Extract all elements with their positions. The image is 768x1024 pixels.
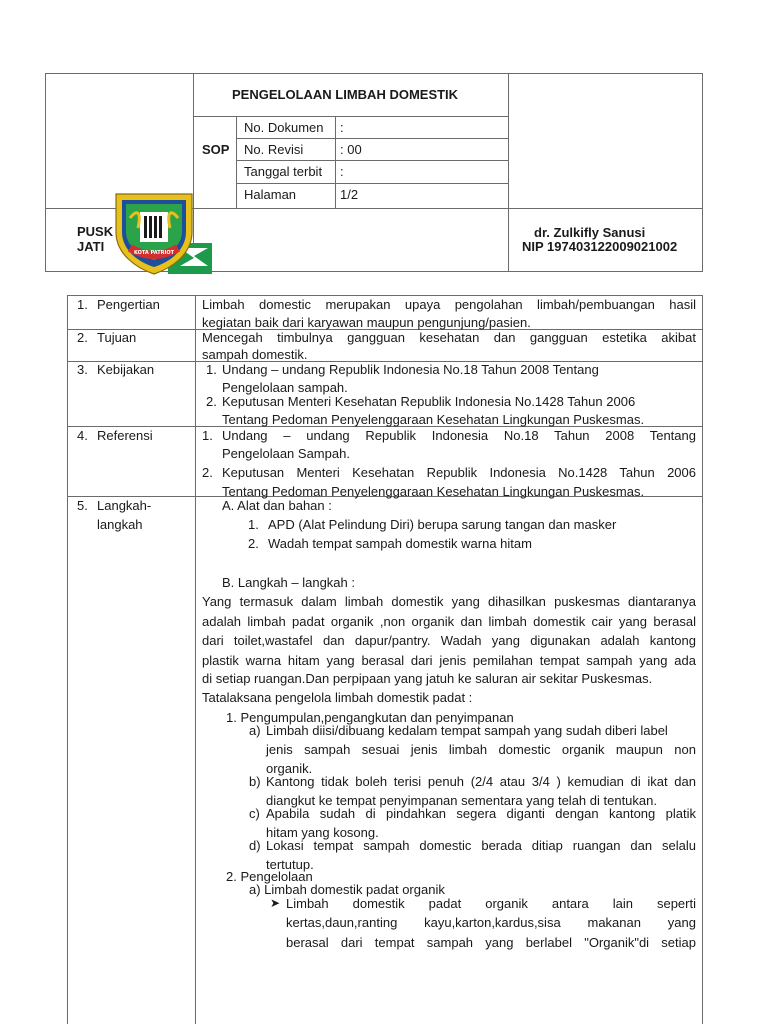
paragraph-line: dari toilet,wastafel dan dapur/pantry. Wadah yang digunakan adalah kantong [202,633,696,648]
section-number: 5. [77,498,88,513]
section-label-pengertian: Pengertian [97,297,160,312]
sub2-a-heading: a) Limbah domestik padat organik [249,882,445,897]
list-number: 1. [202,428,213,443]
page-value: 1/2 [340,187,359,202]
tujuan-text-line: sampah domestik. [202,347,308,362]
issue-date-value: : [340,164,344,179]
sub1-item-line: Limbah diisi/dibuang kedalam tempat sampah yang sudah diberi label [266,723,668,738]
kebijakan-item-line: Undang – undang Republik Indonesia No.18 Tahun 2008 Tentang [222,362,599,377]
paragraph-line: adalah limbah padat organik ,non organik dan limbah domestik cair yang berasal [202,614,696,629]
bullet-text-line: berasal dari tempat sampah yang berlabel "Organik"di setiap [286,935,696,950]
sub1-item-line: Lokasi tempat sampah domestic berada ditiap ruangan dan selalu [266,838,696,853]
paragraph-line: di setiap ruangan.Dan perpipaan yang jatuh ke saluran air sekitar Puskesmas. [202,671,653,686]
logo-text: KOTA PATRIOT [133,250,175,256]
city-logo [108,188,218,278]
paragraph-line: plastik warna hitam yang berasal dari jenis pemilahan tempat sampah yang ada [202,653,696,668]
document-title: PENGELOLAAN LIMBAH DOMESTIK [232,87,459,102]
pengertian-text-line: Limbah domestic merupakan upaya pengolahan limbah/pembuangan hasil [202,297,696,312]
section-label-referensi: Referensi [97,428,153,443]
bullet-text-line: kertas,daun,ranting kayu,karton,kardus,sisa makanan yang [286,915,696,930]
paragraph-line: Yang termasuk dalam limbah domestik yang dihasilkan puskesmas diantaranya [202,594,696,609]
section-label-langkah: Langkah- [97,498,152,513]
list-number: 1. [206,362,217,377]
tujuan-text-line: Mencegah timbulnya gangguan kesehatan dan gangguan estetika akibat [202,330,696,345]
list-letter: b) [249,774,261,789]
org-name-line1: PUSK [77,224,114,239]
section-number: 3. [77,362,88,377]
list-number: 2. [202,465,213,480]
signatory-name: dr. Zulkifly Sanusi [534,225,646,240]
bullet-text-line: Limbah domestik padat organik antara lain seperti [286,896,696,911]
referensi-item-line: Pengelolaan Sampah. [222,446,350,461]
section-label-kebijakan: Kebijakan [97,362,155,377]
page-label: Halaman [244,187,297,202]
referensi-item-line: Tentang Pedoman Penyelenggaraan Kesehatan Lingkungan Puskesmas. [222,484,645,499]
tool-item: Wadah tempat sampah domestik warna hitam [268,536,532,551]
doc-number-value: : [340,120,344,135]
section-label-tujuan: Tujuan [97,330,137,345]
sub1-item-line: Apabila sudah di pindahkan segera diganti dengan kantong platik [266,806,696,821]
subsection-b-heading: B. Langkah – langkah : [222,575,355,590]
list-number: 2. [206,394,217,409]
sub1-item-line: organik. [266,761,313,776]
revision-value: : 00 [340,142,362,157]
sub1-item-line: Kantong tidak boleh terisi penuh (2/4 atau 3/4 ) kemudian di ikat dan [266,774,696,789]
issue-date-label: Tanggal terbit [244,164,323,179]
section-number: 4. [77,428,88,443]
sub1-heading: 1. Pengumpulan,pengangkutan dan penyimpanan [226,710,514,725]
paragraph-line: Tatalaksana pengelola limbah domestik padat : [202,690,473,705]
list-letter: c) [249,806,260,821]
arrow-bullet-icon: ➤ [270,896,281,910]
section-label-langkah: langkah [97,517,143,532]
pengertian-text-line: kegiatan baik dari karyawan maupun pengunjung/pasien. [202,315,531,330]
kebijakan-item-line: Pengelolaan sampah. [222,380,348,395]
subsection-a-heading: A. Alat dan bahan : [222,498,332,513]
list-number: 2. [248,536,259,551]
kebijakan-item-line: Keputusan Menteri Kesehatan Republik Indonesia No.1428 Tahun 2006 [222,394,636,409]
kebijakan-item-line: Tentang Pedoman Penyelenggaraan Kesehatan Lingkungan Puskesmas. [222,412,645,427]
sop-label: SOP [202,142,230,157]
section-number: 1. [77,297,88,312]
list-number: 1. [248,517,259,532]
revision-label: No. Revisi [244,142,304,157]
list-letter: d) [249,838,261,853]
referensi-item-line: Undang – undang Republik Indonesia No.18 Tahun 2008 Tentang [222,428,696,443]
tool-item: APD (Alat Pelindung Diri) berupa sarung tangan dan masker [268,517,617,532]
org-name-line2: JATI [77,239,105,254]
section-number: 2. [77,330,88,345]
signatory-nip: NIP 197403122009021002 [522,239,678,254]
sub1-item-line: tertutup. [266,857,314,872]
sub1-item-line: jenis sampah sesuai jenis limbah domestic organik maupun non [266,742,696,757]
sub1-item-line: hitam yang kosong. [266,825,379,840]
sub1-item-line: diangkut ke tempat penyimpanan sementara yang telah di tentukan. [266,793,657,808]
list-letter: a) [249,723,261,738]
sub2-heading: 2. Pengelolaan [226,869,313,884]
doc-number-label: No. Dokumen [244,120,324,135]
referensi-item-line: Keputusan Menteri Kesehatan Republik Indonesia No.1428 Tahun 2006 [222,465,696,480]
